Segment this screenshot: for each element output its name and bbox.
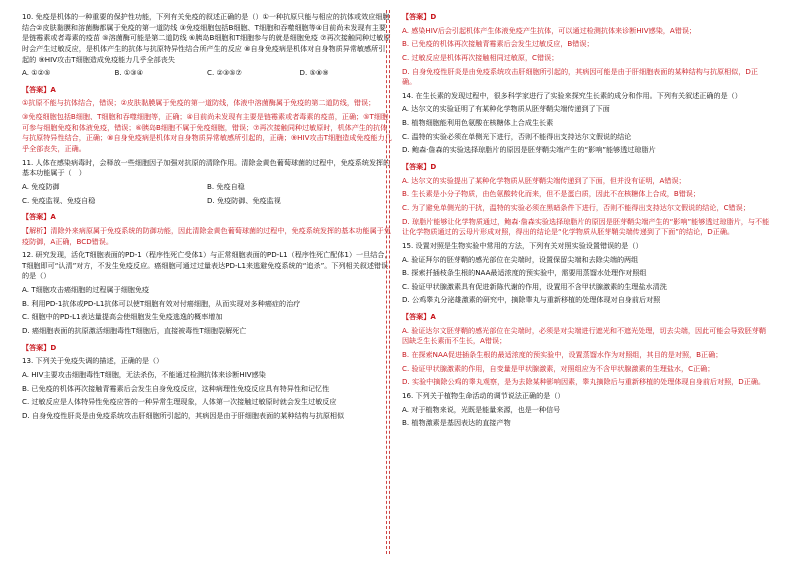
column-divider xyxy=(386,10,390,554)
option-item: D. 鲍森·詹森的实验选择琼脂片的原因是胚芽鞘尖端产生的“影响”能够透过琼脂片 xyxy=(402,145,656,155)
explanation-paragraph: B. 在探索NAA促进插条生根的最适浓度的预实验中，设置蒸馏水作为对照组，其目的是对照，B正确； xyxy=(402,350,723,360)
explanation-paragraph: B. 生长素是小分子物质，由色氨酸转化而来，但不是蛋白质，因此不在核糖体上合成，B错误； xyxy=(402,189,700,199)
question-paragraph: 11. 人体在感染病毒时，会释放一些细胞因子加强对抗原的清除作用。清除金黄色葡萄球菌的过程中，免疫系统发挥的基本功能属于（ ） xyxy=(22,157,391,178)
answer-tag: 【答案】A xyxy=(402,312,436,322)
option-item: B. 免疫自稳 xyxy=(207,181,245,191)
explanation-paragraph: ③免疫细胞包括B细胞、T细胞和吞噬细胞等，正确；④目前尚未发现有主要是链霉素或者毒素的疫苗，正确；⑤T细胞可参与细胞免疫和体液免疫，错误；⑥胰岛B细胞不属于免疫细胞，错误；⑦再次接触同种过敏原时，机体产生的抗体与抗原特异性结合，正确；⑧自身免疫病是机体对自身物质异常敏感所引起的，正确；⑨HIV攻击T细胞造成免疫能力几乎全部丧失，正确。 xyxy=(22,112,392,154)
option-item: A. HIV主要攻击细胞毒性T细胞，无法杀伤，不能通过检测抗体来诊断HIV感染 xyxy=(22,369,266,379)
question-paragraph: 12. 研究发现，活化T细胞表面的PD-1（程序性死亡受体1）与正常细胞表面的PD-L1（程序性死亡配体1）一旦结合，T细胞即可“认清”对方，不发生免疫反应。癌细胞可通过过量表达PD-L1来逃避免疫系统的“追杀”。下列相关叙述错误的是（） xyxy=(22,250,392,281)
question-paragraph: 14. 在生长素的发现过程中，很多科学家进行了实验来探究生长素的成分和作用。下列有关叙述正确的是（） xyxy=(402,90,742,100)
question-paragraph: 16. 下列关于植物生命活动的调节说法正确的是（） xyxy=(402,390,565,400)
option-item: C. 免疫监视、免疫自稳 xyxy=(22,195,96,205)
option-item: A. T细胞攻击癌细胞的过程属于细胞免疫 xyxy=(22,285,150,295)
right-column xyxy=(402,12,772,435)
option-item: D. 免疫防御、免疫监视 xyxy=(207,195,281,205)
answer-tag: 【答案】D xyxy=(402,162,437,172)
answer-tag: 【答案】A xyxy=(22,212,56,222)
option-item: B. 植物细胞能利用色氨酸在核糖体上合成生长素 xyxy=(402,118,554,128)
explanation-paragraph: A. 验证达尔文胚芽鞘的感光部位在尖端时，必须是对尖端进行遮光和不遮光处理，切去尖端，因此可能会导致胚芽鞘因缺乏生长素而不生长，A错误； xyxy=(402,325,766,346)
explanation-paragraph: D. 实验中摘除公鸡的睾丸观察，是为去除某种影响因素，睾丸摘除后与重新移植的处理体现自身前后对照，D正确。 xyxy=(402,377,766,387)
answer-options xyxy=(22,68,392,82)
option-item: A. 免疫防御 xyxy=(22,181,60,191)
option-item: A. 达尔文的实验证明了有某种化学物质从胚芽鞘尖端传递到了下面 xyxy=(402,104,610,114)
explanation-paragraph: 【解析】清除外来病原属于免疫系统的防御功能，因此清除金黄色葡萄球菌的过程中，免疫系统发挥的基本功能属于免疫防御，A正确，BCD错误。 xyxy=(22,225,391,246)
option-item: B. ①③④ xyxy=(114,68,143,78)
option-item: B. 已免疫的机体再次接触青霉素后会发生自身免疫反应，这种病理性免疫反应具有特异性和记忆性 xyxy=(22,383,330,393)
answer-options xyxy=(402,255,772,310)
option-item: A. ①②⑤ xyxy=(22,68,51,78)
option-item: B. 探索扦插枝条生根的NAA最适浓度的预实验中，需要用蒸馏水处理作对照组 xyxy=(402,268,647,278)
explanation-paragraph: D. 琼脂片能够让化学物质通过，鲍森·詹森实验选择琼脂片的原因是胚芽鞘尖端产生的“影响”能够透过琼脂片，与不能让化学物质通过的云母片形成对照，得出的结论是“化学物质从胚芽鞘尖端传递到了下面”的结论，D正确。 xyxy=(402,216,770,237)
explanation-paragraph: C. 过敏反应是机体再次接触相同过敏原，C错误； xyxy=(402,52,559,62)
left-column xyxy=(22,12,392,428)
option-item: D. ⑤⑧⑨ xyxy=(299,68,329,78)
option-item: A. 验证拜尔的胚芽鞘的感光部位在尖端时，设置保留尖端和去除尖端的两组 xyxy=(402,254,639,264)
explanation-paragraph: C. 为了避免单侧光的干扰，温特的实验必须在黑暗条件下进行，否则不能得出支持达尔文假说的结论，C错误； xyxy=(402,202,750,212)
option-item: C. ②③⑤⑦ xyxy=(207,68,242,78)
explanation-paragraph: ①抗原不能与抗体结合，错误；②皮肤黏膜属于免疫的第一道防线，体液中溶菌酶属于免疫的第二道防线，错误； xyxy=(22,98,376,108)
option-item: D. 公鸡睾丸分泌雄激素的研究中，摘除睾丸与重新移植的处理体现对自身前后对照 xyxy=(402,295,661,305)
explanation-paragraph: A. 感染HIV后会引起机体产生体液免疫产生抗体，可以通过检测抗体来诊断HIV感染，A错误； xyxy=(402,25,697,35)
answer-options xyxy=(22,370,392,425)
explanation-paragraph: C. 验证甲状腺激素的作用，自变量是甲状腺激素，对照组应为不含甲状腺激素的生理盐水，C正确； xyxy=(402,363,715,373)
question-paragraph: 13. 下列关于免疫失调的描述，正确的是（） xyxy=(22,356,164,366)
answer-tag: 【答案】A xyxy=(22,84,56,94)
option-item: D. 癌细胞表面的抗原激活细胞毒性T细胞后，直接被毒性T细胞裂解死亡 xyxy=(22,326,247,336)
explanation-paragraph: B. 已免疫的机体再次接触青霉素后会发生过敏反应，B错误； xyxy=(402,39,594,49)
question-paragraph: 10. 免疫是机体的一种重要的保护性功能，下列有关免疫的叙述正确的是（）①一种抗原只能与相应的抗体或效应细胞结合②皮肤黏膜和溶菌酶都属于免疫的第一道防线 ③免疫细胞包括B细胞、T细胞和吞噬细胞等④目前尚未发现有主要是链霉素或者毒素的疫苗 ⑤溶菌酶可能是第二道防线 ⑥胰岛B细胞和T细胞参与的就是细胞免疫 ⑦再次接触同种过敏原时会产生过敏反应，是机体产生的抗体与抗原特异性结合所产生的反应 ⑧自身免疫病是机体对自身物质异常敏感所引起的 ⑨HIV攻击T细胞造成免疫能力几乎全部丧失 xyxy=(22,12,391,64)
explanation-paragraph: A. 达尔文的实验提出了某种化学物质从胚芽鞘尖端传递到了下面，但并没有证明，A错误； xyxy=(402,175,686,185)
option-item: C. 细胞中的PD-L1表达量提高会使细胞发生免疫逃逸的概率增加 xyxy=(22,312,223,322)
question-paragraph: 15. 设置对照是生物实验中常用的方法，下列有关对照实验设置错误的是（） xyxy=(402,240,643,250)
option-item: D. 自身免疫性肝炎是由免疫系统攻击肝细胞所引起的，其病因是由于肝细胞表面的某种结构与抗原相似 xyxy=(22,410,345,420)
explanation-paragraph: D. 自身免疫性肝炎是由免疫系统攻击肝细胞所引起的，其病因可能是由于肝细胞表面的某种结构与抗原相似，D正确。 xyxy=(402,66,758,87)
answer-options xyxy=(22,182,392,209)
answer-options xyxy=(402,405,772,432)
option-item: B. 植物激素是基因表达的直接产物 xyxy=(402,418,511,428)
option-item: A. 对于植物来说，光既是能量来源，也是一种信号 xyxy=(402,404,561,414)
answer-options xyxy=(402,104,772,159)
option-item: C. 温特的实验必须在单侧光下进行，否则不能得出支持达尔文假说的结论 xyxy=(402,131,632,141)
option-item: C. 过敏反应是人体特异性免疫应答的一种异常生理现象，人体第一次接触过敏原时就会发生过敏反应 xyxy=(22,397,337,407)
option-item: C. 验证甲状腺激素具有促进新陈代谢的作用，设置用不含甲状腺激素的生理盐水清洗 xyxy=(402,281,667,291)
answer-tag: 【答案】D xyxy=(402,12,437,21)
option-item: B. 利用PD-1抗体或PD-L1抗体可以使T细胞有效对付癌细胞，从而实现对多种癌症的治疗 xyxy=(22,298,301,308)
answer-tag: 【答案】D xyxy=(22,342,57,352)
answer-options xyxy=(22,285,392,340)
